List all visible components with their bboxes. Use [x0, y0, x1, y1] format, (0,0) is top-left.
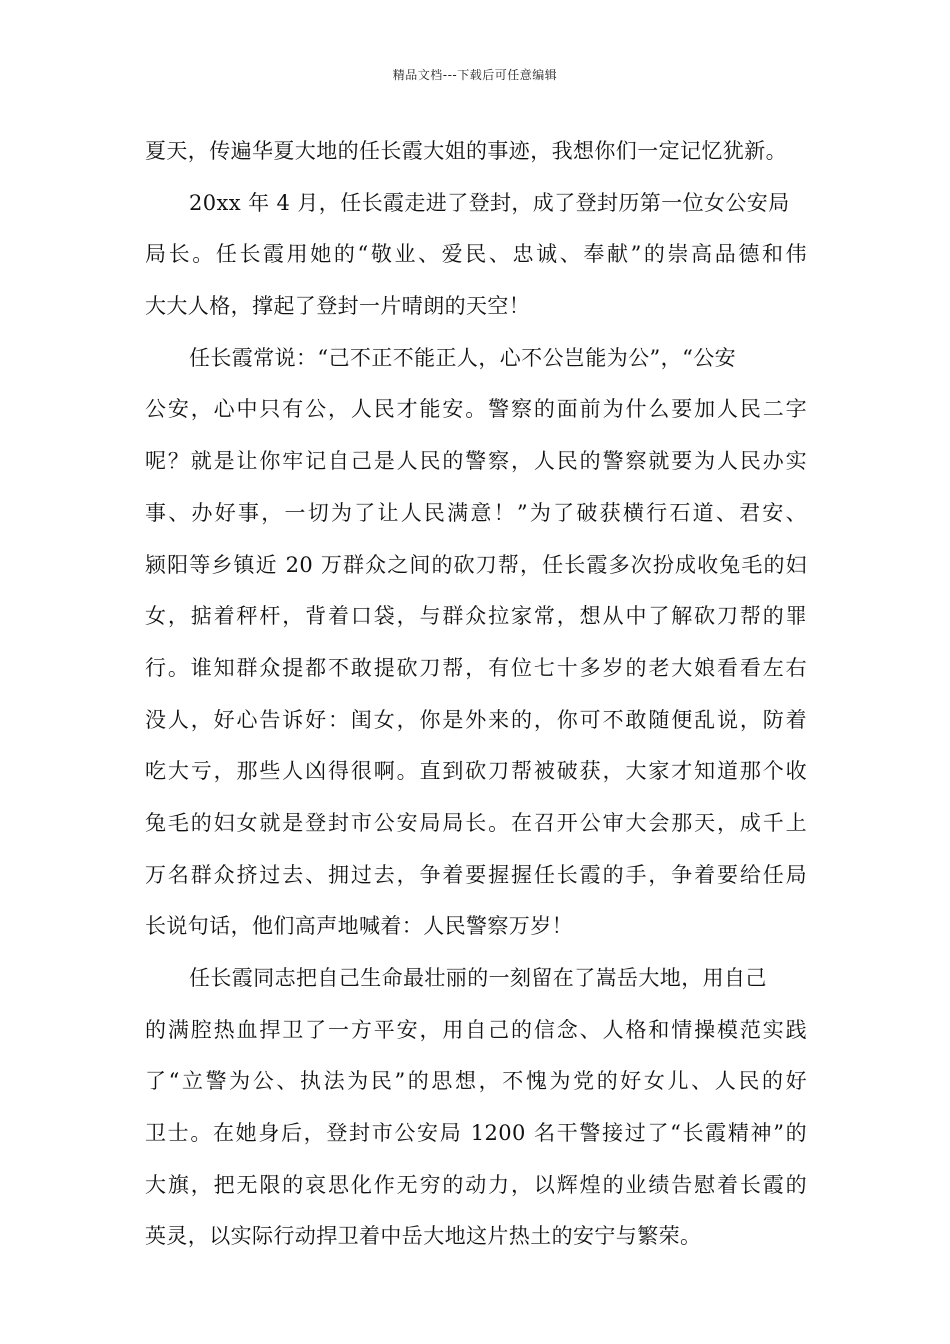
text-line: 吃大亏，那些人凶得很啊。直到砍刀帮被破获，大家才知道那个收: [145, 759, 807, 784]
paragraph: [145, 126, 807, 178]
paragraph: [145, 953, 807, 1263]
text-line: 的满腔热血捍卫了一方平安，用自己的信念、人格和情操模范实践: [145, 1017, 807, 1042]
text-line: 长说句话，他们高声地喊着：人民警察万岁！: [145, 914, 573, 939]
paragraph: [145, 333, 807, 953]
text-line: 呢？就是让你牢记自己是人民的警察，人民的警察就要为人民办实: [145, 449, 807, 474]
text-line: 行。谁知群众提都不敢提砍刀帮，有位七十多岁的老大娘看看左右: [145, 655, 807, 680]
text-line: 颍阳等乡镇近 20 万群众之间的砍刀帮，任长霞多次扮成收兔毛的妇: [145, 552, 807, 577]
text-line: 夏天，传遍华夏大地的任长霞大姐的事迹，我想你们一定记忆犹新。: [145, 139, 787, 163]
text-line: 没人，好心告诉好：闺女，你是外来的，你可不敢随便乱说，防着: [145, 707, 807, 732]
text-line: 卫士。在她身后，登封市公安局 1200 名干警接过了“长霞精神”的: [145, 1121, 807, 1146]
text-line: 公安，心中只有公，人民才能安。警察的面前为什么要加人民二字: [145, 397, 807, 422]
text-line: 大大人格，撑起了登封一片晴朗的天空！: [145, 294, 531, 319]
text-line: 英灵，以实际行动捍卫着中岳大地这片热土的安宁与繁荣。: [145, 1224, 702, 1249]
text-line: 任长霞同志把自己生命最壮丽的一刻留在了嵩岳大地，用自己: [189, 966, 767, 990]
text-line: 大旗，把无限的哀思化作无穷的动力，以辉煌的业绩告慰着长霞的: [145, 1172, 807, 1197]
text-line: 局长。任长霞用她的“敬业、爱民、忠诚、奉献”的崇高品德和伟: [145, 242, 807, 267]
text-line: 任长霞常说：“己不正不能正人，心不公岂能为公”，“公安: [189, 345, 737, 370]
page-header: 精品文档---下载后可任意编辑: [392, 68, 558, 82]
text-line: 万名群众挤过去、拥过去，争着要握握任长霞的手，争着要给任局: [145, 862, 807, 887]
text-line: 兔毛的妇女就是登封市公安局局长。在召开公审大会那天，成千上: [145, 810, 807, 835]
text-line: 了“立警为公、执法为民”的思想，不愧为党的好女儿、人民的好: [145, 1069, 807, 1094]
text-line: 事、办好事，一切为了让人民满意！”为了破获横行石道、君安、: [145, 500, 807, 525]
document-body: [145, 126, 807, 1263]
paragraph: [145, 178, 807, 333]
text-line: 20xx 年 4 月，任长霞走进了登封，成了登封历第一位女公安局: [189, 190, 790, 215]
text-line: 女，掂着秤杆，背着口袋，与群众拉家常，想从中了解砍刀帮的罪: [145, 604, 807, 629]
